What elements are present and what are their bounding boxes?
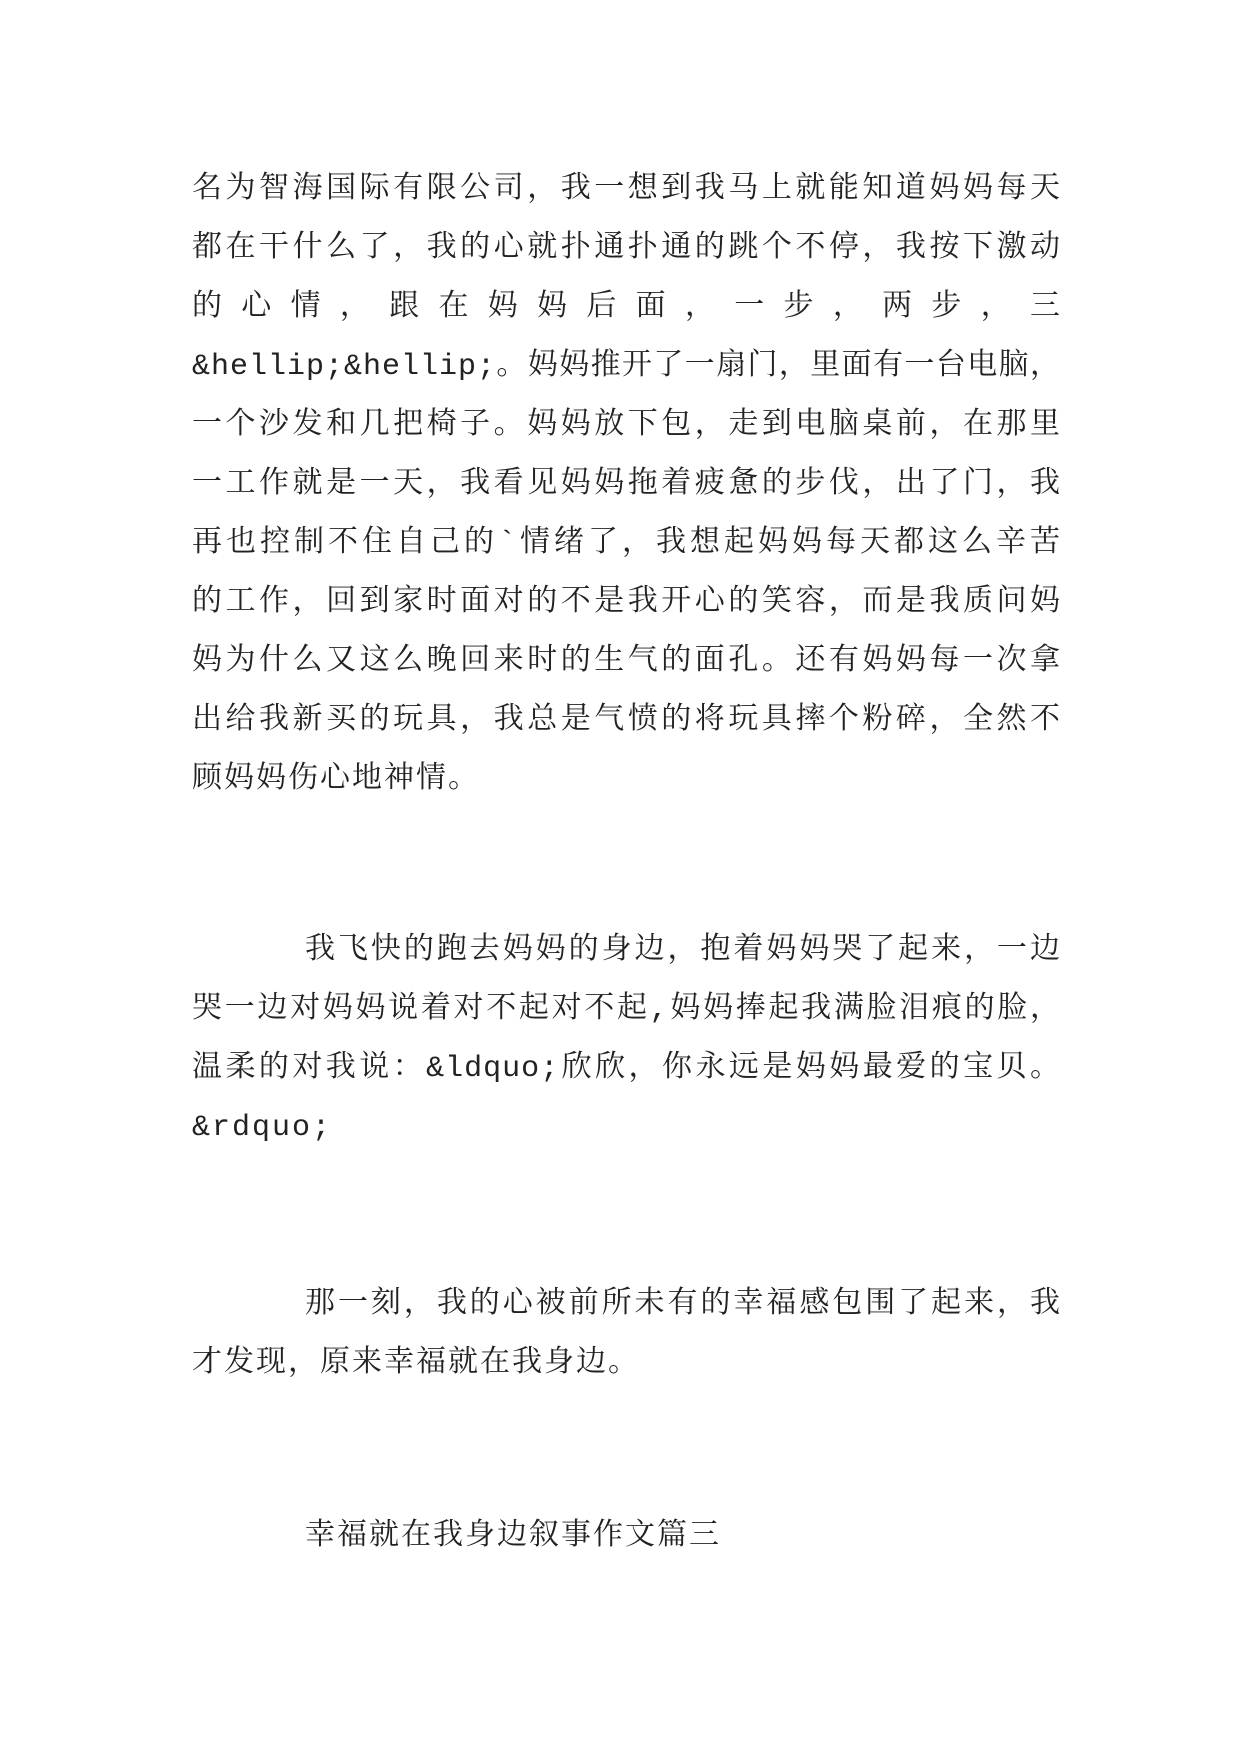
text-line: 再也控制不住自己的`情绪了，我想起妈妈每天都这么辛苦	[192, 527, 1061, 561]
text-line: 出给我新买的玩具，我总是气愤的将玩具摔个粉碎，全然不	[192, 704, 1061, 738]
text-line: 都在干什么了，我的心就扑通扑通的跳个不停，我按下激动	[192, 232, 1061, 266]
section-heading: 幸福就在我身边叙事作文篇三	[305, 1520, 721, 1554]
text-line: 那一刻，我的心被前所未有的幸福感包围了起来，我	[305, 1288, 1061, 1322]
text-line: 的心情，跟在妈妈后面，一步，两步，三	[192, 291, 1061, 325]
paragraph	[192, 161, 1061, 810]
text-line: 顾妈妈伤心地神情。	[192, 763, 480, 797]
text-line: 一工作就是一天，我看见妈妈拖着疲惫的步伐，出了门，我	[192, 468, 1061, 502]
text-line: 妈为什么又这么晚回来时的生气的面孔。还有妈妈每一次拿	[192, 645, 1061, 679]
text-line: 名为智海国际有限公司，我一想到我马上就能知道妈妈每天	[192, 173, 1061, 207]
text-line: &rdquo;	[192, 1111, 333, 1145]
text-line: 一个沙发和几把椅子。妈妈放下包，走到电脑桌前，在那里	[192, 409, 1061, 443]
text-line: 我飞快的跑去妈妈的身边，抱着妈妈哭了起来，一边	[305, 934, 1061, 968]
text-line: 温柔的对我说：&ldquo;欣欣，你永远是妈妈最爱的宝贝。	[192, 1052, 1061, 1086]
paragraph	[192, 1276, 1061, 1394]
text-line: 的工作，回到家时面对的不是我开心的笑容，而是我质问妈	[192, 586, 1061, 620]
text-line: 哭一边对妈妈说着对不起对不起,妈妈捧起我满脸泪痕的脸，	[192, 993, 1061, 1027]
section-heading-block	[192, 1508, 1061, 1567]
text-line: &hellip;&hellip;。妈妈推开了一扇门，里面有一台电脑，	[192, 350, 1061, 384]
paragraph	[192, 922, 1061, 1158]
text-line: 才发现，原来幸福就在我身边。	[192, 1347, 640, 1381]
